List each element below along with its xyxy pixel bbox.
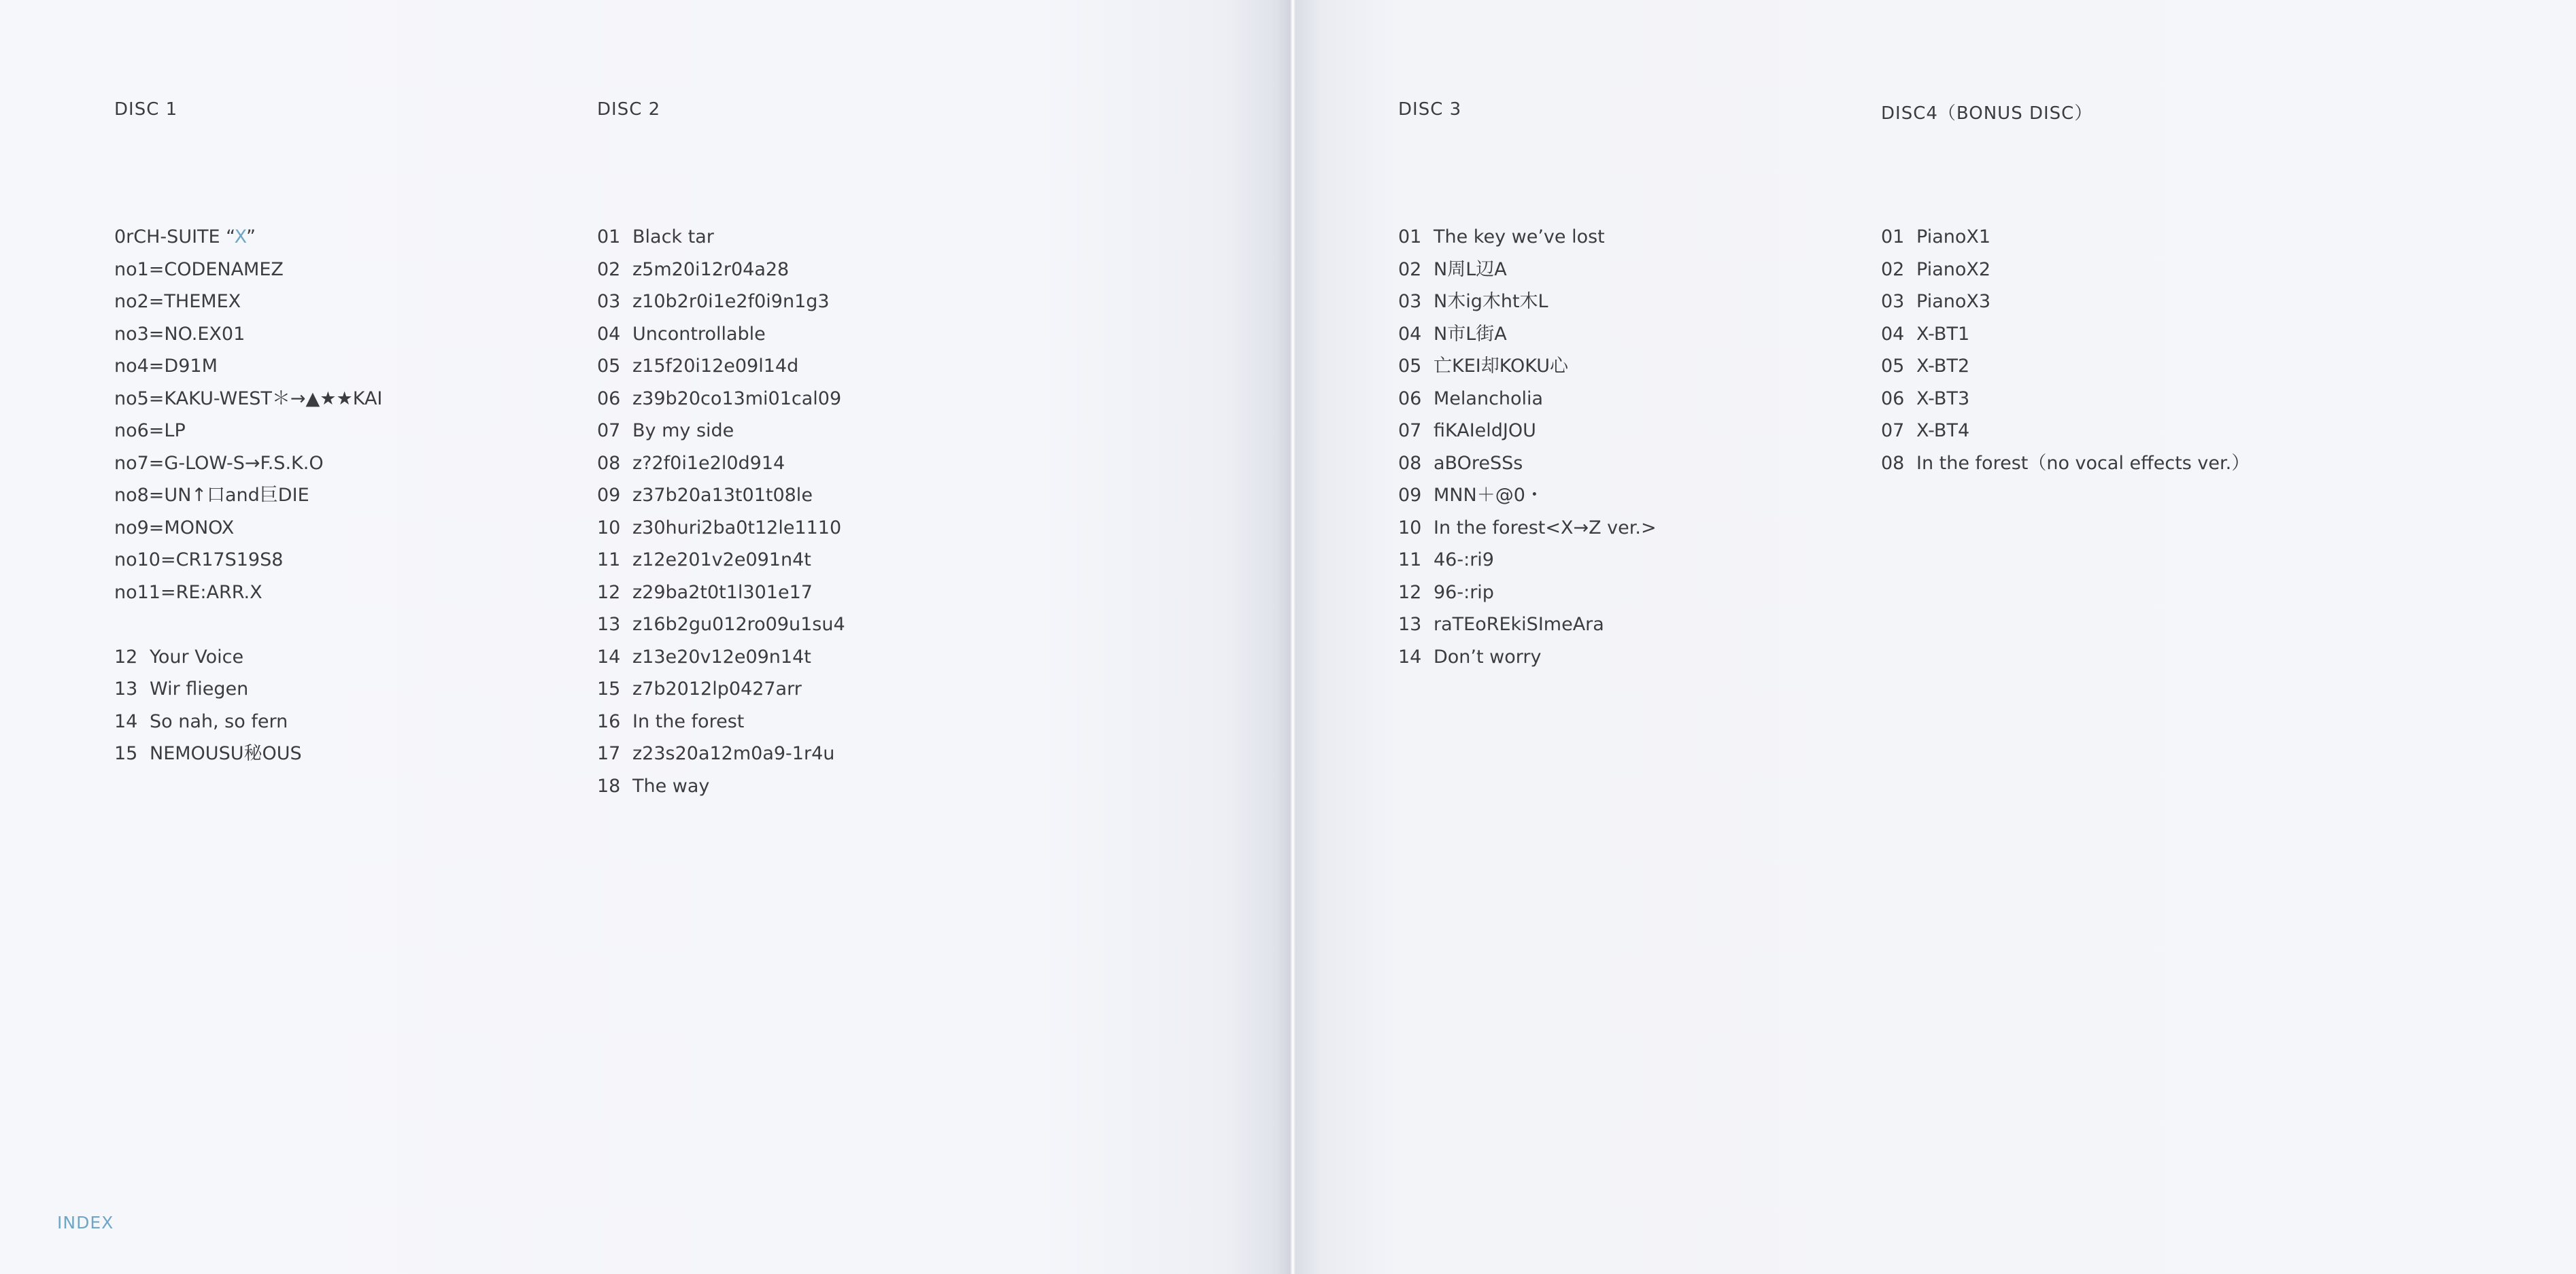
track-number: 04 [1881, 323, 1905, 345]
track-title: z?2f0i1e2l0d914 [632, 452, 785, 474]
track-title: The way [632, 775, 710, 797]
track-number: 07 [597, 420, 621, 441]
track-number: 14 [114, 710, 138, 732]
disc1-title: DISC 1 [114, 99, 178, 120]
track-title: PianoX2 [1916, 258, 1991, 280]
track-item [114, 741, 382, 774]
track-item [597, 451, 845, 483]
track-number: 13 [1398, 614, 1422, 635]
track-title: z13e20v12e09n14t [632, 646, 811, 668]
track-item [1398, 322, 1657, 354]
track-title: N周L辺A [1434, 258, 1507, 280]
track-item [1881, 386, 2250, 419]
track-item [597, 644, 845, 677]
track-number: 06 [1881, 388, 1905, 409]
track-title: z39b20co13mi01cal09 [632, 388, 842, 409]
track-title: So nah, so fern [150, 710, 288, 732]
track-item [1881, 289, 2250, 322]
track-item [1398, 612, 1657, 644]
orch-suite-title [114, 224, 382, 257]
track-number: 03 [1881, 291, 1905, 312]
movement-item: no4=D91M [114, 356, 218, 377]
track-item [1398, 289, 1657, 322]
track-title: 亡KEI却KOKU心 [1434, 356, 1568, 377]
track-title: z5m20i12r04a28 [632, 258, 790, 280]
track-item [114, 709, 382, 742]
track-title: Wir fliegen [150, 678, 249, 700]
track-number: 07 [1398, 420, 1422, 441]
track-item [1398, 580, 1657, 613]
track-number: 08 [1881, 452, 1905, 474]
track-number: 09 [597, 485, 621, 506]
track-item [114, 644, 382, 677]
movement-item: no7=G-LOW-S→F.S.K.O [114, 452, 324, 474]
track-title: Uncontrollable [632, 323, 766, 345]
track-item [1881, 354, 2250, 386]
track-number: 15 [114, 743, 138, 764]
track-item [1398, 257, 1657, 290]
track-number: 01 [1881, 226, 1905, 247]
track-item [597, 709, 845, 742]
track-item [1398, 644, 1657, 677]
track-number: 04 [1398, 323, 1422, 345]
track-number: 14 [597, 646, 621, 668]
disc4-tracklist [1881, 224, 2250, 483]
disc3-title: DISC 3 [1398, 99, 1462, 120]
track-item [1398, 451, 1657, 483]
track-title: raTEoREkiSImeAra [1434, 614, 1604, 635]
disc2-title: DISC 2 [597, 99, 661, 120]
track-title: z23s20a12m0a9-1r4u [632, 743, 835, 764]
track-title: MNN＋@0・ [1434, 485, 1544, 506]
track-title: z30huri2ba0t12le1110 [632, 517, 842, 538]
track-number: 02 [1881, 258, 1905, 280]
track-title: z16b2gu012ro09u1su4 [632, 614, 845, 635]
track-item [1398, 483, 1657, 515]
track-item [597, 612, 845, 644]
track-item [597, 774, 845, 806]
disc3-tracklist [1398, 224, 1657, 676]
track-item [597, 224, 845, 257]
track-title: PianoX1 [1916, 226, 1991, 247]
track-title: Black tar [632, 226, 714, 247]
track-title: z10b2r0i1e2f0i9n1g3 [632, 291, 830, 312]
track-number: 18 [597, 775, 621, 797]
movement-item: no8=UN↑口and巨DIE [114, 485, 309, 506]
track-title: z7b2012lp0427arr [632, 678, 802, 700]
track-item [1881, 451, 2250, 483]
track-number: 01 [1398, 226, 1422, 247]
track-number: 04 [597, 323, 621, 345]
track-title: z29ba2t0t1l301e17 [632, 581, 813, 603]
track-title: 46-:ri9 [1434, 549, 1494, 570]
track-title: PianoX3 [1916, 291, 1991, 312]
track-title: z37b20a13t01t08le [632, 485, 813, 506]
track-item [1881, 257, 2250, 290]
track-title: In the forest [632, 710, 745, 732]
track-title: fiKAIeldJOU [1434, 420, 1536, 441]
track-number: 08 [597, 452, 621, 474]
track-title: z15f20i12e09l14d [632, 356, 799, 377]
track-title: In the forest<X→Z ver.> [1434, 517, 1657, 538]
track-number: 09 [1398, 485, 1422, 506]
track-number: 02 [1398, 258, 1422, 280]
track-number: 10 [1398, 517, 1422, 538]
track-number: 06 [1398, 388, 1422, 409]
list-spacer [114, 612, 382, 644]
track-number: 05 [1881, 356, 1905, 377]
track-number: 10 [597, 517, 621, 538]
track-number: 16 [597, 710, 621, 732]
track-title: X-BT3 [1916, 388, 1970, 409]
track-number: 12 [1398, 581, 1422, 603]
track-title: 96-:rip [1434, 581, 1494, 603]
track-number: 12 [597, 581, 621, 603]
disc2-tracklist [597, 224, 845, 806]
track-number: 02 [597, 258, 621, 280]
track-item [597, 289, 845, 322]
track-number: 05 [1398, 356, 1422, 377]
track-number: 13 [114, 678, 138, 700]
track-item [597, 547, 845, 580]
track-title: aBOreSSs [1434, 452, 1523, 474]
track-title: By my side [632, 420, 734, 441]
track-number: 08 [1398, 452, 1422, 474]
track-number: 11 [1398, 549, 1422, 570]
suite-suffix: ” [246, 226, 256, 247]
track-title: X-BT2 [1916, 356, 1970, 377]
track-item [114, 676, 382, 709]
track-item [597, 386, 845, 419]
track-title: In the forest（no vocal effects ver.） [1916, 452, 2250, 474]
track-title: N市L街A [1434, 323, 1507, 345]
track-title: X-BT1 [1916, 323, 1970, 345]
index-label: INDEX [57, 1213, 114, 1233]
track-item [597, 257, 845, 290]
movement-item: no11=RE:ARR.X [114, 581, 262, 603]
track-number: 14 [1398, 646, 1422, 668]
track-number: 17 [597, 743, 621, 764]
track-item [1881, 322, 2250, 354]
track-item [1881, 418, 2250, 451]
suite-prefix: 0rCH-SUITE “ [114, 226, 235, 247]
track-title: Your Voice [150, 646, 244, 668]
track-item [1398, 354, 1657, 386]
track-item [597, 676, 845, 709]
track-number: 01 [597, 226, 621, 247]
movement-item: no1=CODENAMEZ [114, 258, 284, 280]
track-title: NEMOUSU秘OUS [150, 743, 302, 764]
right-page [1296, 0, 2576, 1274]
movement-item: no6=LP [114, 420, 186, 441]
track-title: Melancholia [1434, 388, 1544, 409]
track-item [1881, 224, 2250, 257]
track-item [597, 515, 845, 548]
movement-item: no9=MONOX [114, 517, 235, 538]
suite-accent: X [234, 226, 246, 247]
track-item [1398, 547, 1657, 580]
track-title: Don’t worry [1434, 646, 1542, 668]
track-number: 15 [597, 678, 621, 700]
track-item [597, 418, 845, 451]
booklet-gutter [1289, 0, 1296, 1274]
track-number: 06 [597, 388, 621, 409]
track-number: 11 [597, 549, 621, 570]
movement-item: no3=NO.EX01 [114, 323, 245, 345]
track-number: 03 [597, 291, 621, 312]
track-item [597, 483, 845, 515]
track-title: N木ig木ht木L [1434, 291, 1548, 312]
track-number: 13 [597, 614, 621, 635]
track-item [597, 741, 845, 774]
movement-item: no5=KAKU-WEST＊→▲★★KAI [114, 388, 383, 409]
track-item [1398, 224, 1657, 257]
track-title: The key we’ve lost [1434, 226, 1605, 247]
track-item [1398, 386, 1657, 419]
track-number: 12 [114, 646, 138, 668]
disc4-title: DISC4（BONUS DISC） [1881, 103, 2093, 124]
track-number: 03 [1398, 291, 1422, 312]
track-item [597, 580, 845, 613]
track-item [1398, 418, 1657, 451]
disc1-tracklist [114, 224, 382, 774]
track-title: z12e201v2e091n4t [632, 549, 811, 570]
track-number: 07 [1881, 420, 1905, 441]
track-number: 05 [597, 356, 621, 377]
movement-item: no2=THEMEX [114, 291, 241, 312]
track-item [597, 322, 845, 354]
track-title: X-BT4 [1916, 420, 1970, 441]
track-item [1398, 515, 1657, 548]
track-item [597, 354, 845, 386]
movement-item: no10=CR17S19S8 [114, 549, 284, 570]
